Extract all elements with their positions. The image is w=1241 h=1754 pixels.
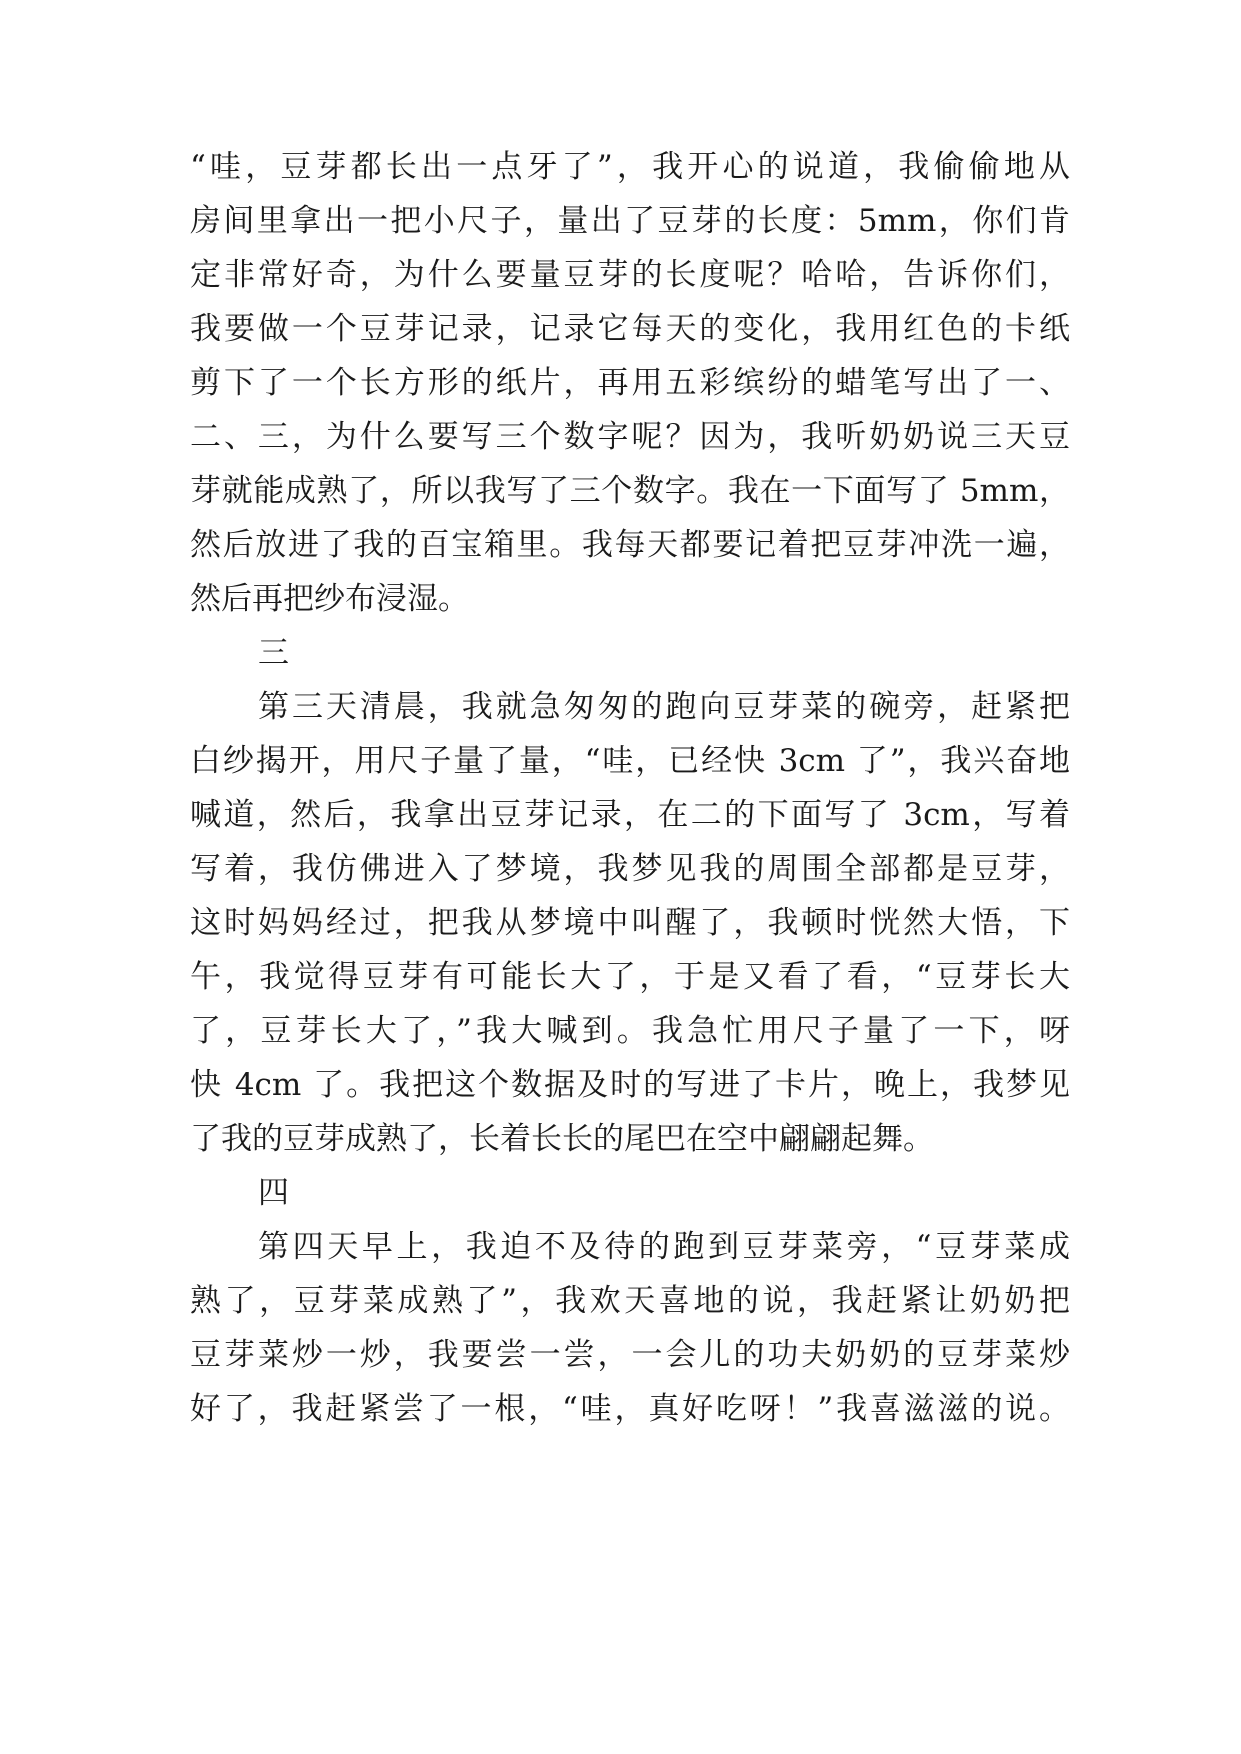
text-line: 房间里拿出一把小尺子，量出了豆芽的长度：5mm，你们肯	[190, 203, 1070, 239]
text-line: 了，豆芽长大了，”我大喊到。我急忙用尺子量了一下，呀	[190, 1013, 1070, 1049]
text-line: 然后再把纱布浸湿。	[190, 581, 469, 617]
text-line: 第四天早上，我迫不及待的跑到豆芽菜旁，“豆芽菜成	[258, 1229, 1070, 1265]
text-line: 然后放进了我的百宝箱里。我每天都要记着把豆芽冲洗一遍，	[190, 527, 1070, 563]
text-line: 白纱揭开，用尺子量了量，“哇，已经快 3cm 了”，我兴奋地	[190, 743, 1070, 779]
section-heading: 四	[258, 1175, 289, 1211]
text-line: 第三天清晨，我就急匆匆的跑向豆芽菜的碗旁，赶紧把	[258, 689, 1070, 725]
text-line: 芽就能成熟了，所以我写了三个数字。我在一下面写了 5mm，	[190, 473, 1070, 509]
text-line: 好了，我赶紧尝了一根，“哇，真好吃呀！”我喜滋滋的说。	[190, 1391, 1070, 1427]
text-line: 喊道，然后，我拿出豆芽记录，在二的下面写了 3cm，写着	[190, 797, 1070, 833]
text-line: 二、三，为什么要写三个数字呢？因为，我听奶奶说三天豆	[190, 419, 1070, 455]
text-line: 豆芽菜炒一炒，我要尝一尝，一会儿的功夫奶奶的豆芽菜炒	[190, 1337, 1070, 1373]
section-heading: 三	[258, 635, 289, 671]
text-line: 定非常好奇，为什么要量豆芽的长度呢？哈哈，告诉你们，	[190, 257, 1070, 293]
text-line: 了我的豆芽成熟了，长着长长的尾巴在空中翩翩起舞。	[190, 1121, 934, 1157]
text-line: 我要做一个豆芽记录，记录它每天的变化，我用红色的卡纸	[190, 311, 1070, 347]
text-line: “哇，豆芽都长出一点牙了”，我开心的说道，我偷偷地从	[190, 149, 1070, 185]
text-line: 熟了，豆芽菜成熟了”，我欢天喜地的说，我赶紧让奶奶把	[190, 1283, 1070, 1319]
text-line: 这时妈妈经过，把我从梦境中叫醒了，我顿时恍然大悟，下	[190, 905, 1070, 941]
text-line: 剪下了一个长方形的纸片，再用五彩缤纷的蜡笔写出了一、	[190, 365, 1070, 401]
text-line: 快 4cm 了。我把这个数据及时的写进了卡片，晚上，我梦见	[190, 1067, 1070, 1103]
text-line: 午，我觉得豆芽有可能长大了，于是又看了看，“豆芽长大	[190, 959, 1070, 995]
text-line: 写着，我仿佛进入了梦境，我梦见我的周围全部都是豆芽，	[190, 851, 1070, 887]
